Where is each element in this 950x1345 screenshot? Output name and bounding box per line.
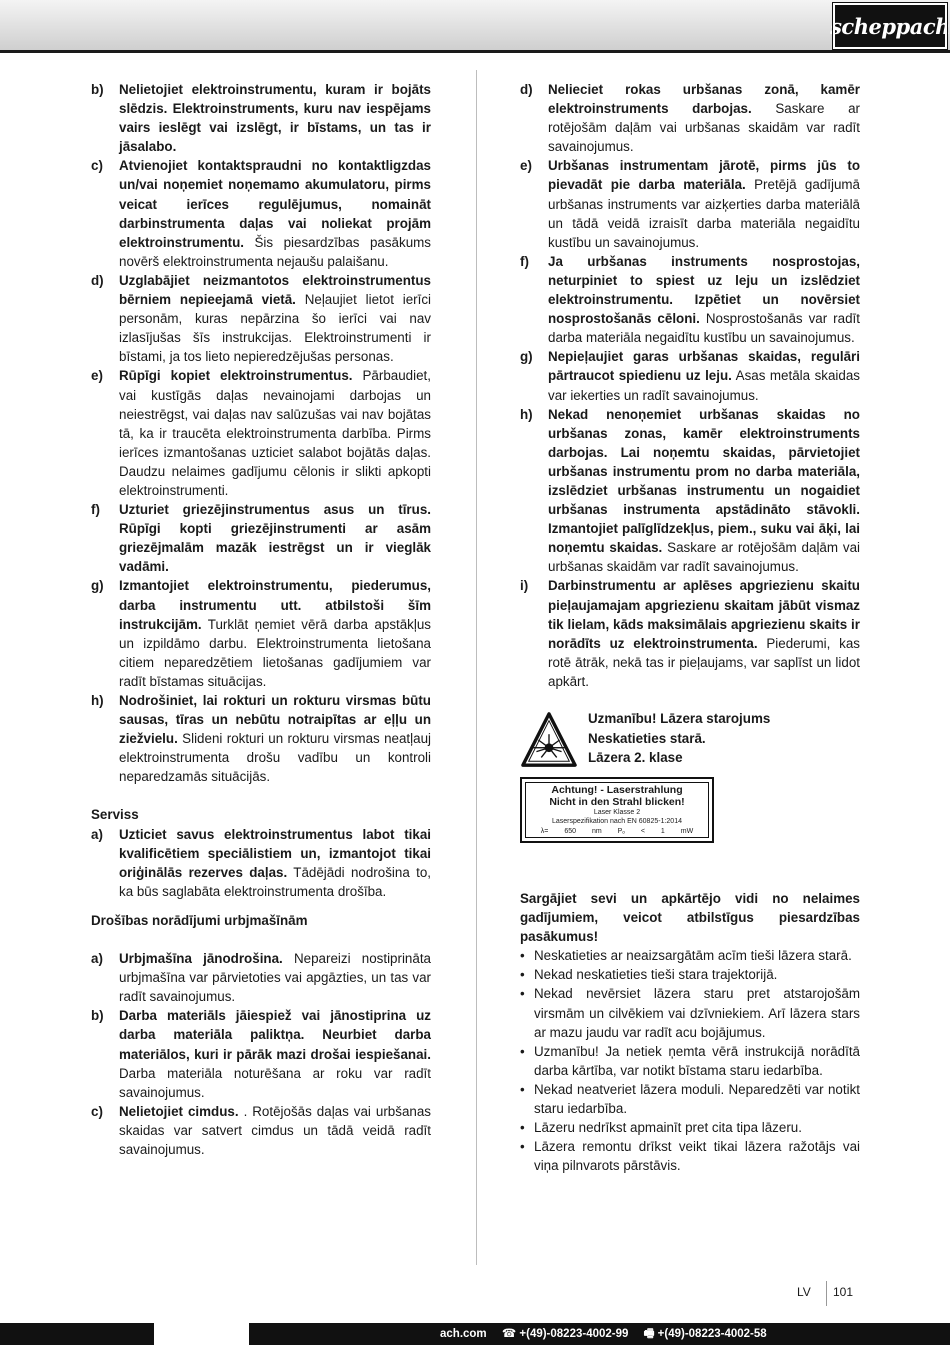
item-label: h) <box>520 406 533 422</box>
right-items <box>520 80 860 691</box>
header-rule <box>0 50 950 53</box>
list-item <box>91 271 431 366</box>
laser-warning-line2: Neskatieties starā. <box>588 730 706 746</box>
item-body <box>119 80 431 156</box>
item-normal-text: Neļaujiet lietot ierīci personām, kuras nepārzina šo ierīci vai nav izlasījušas šīs instrukcijas. Elektroinstrumenti ir bīstami, ja tos lieto nepieredzējušas personas. <box>119 292 431 365</box>
item-label: a) <box>91 951 103 967</box>
item-body <box>548 347 860 404</box>
item-normal-text: Piederumi, kas rotē ātrāk, nekā tas ir pieļaujams, var saplīst un lidot apkārt. <box>548 635 860 689</box>
item-body <box>119 500 431 576</box>
item-body <box>548 576 860 691</box>
laser-safety-list <box>520 946 860 1175</box>
item-body <box>119 825 431 901</box>
protect-heading: Sargājiet sevi un apkārtējo vidi no nelaimes gadījumiem, veicot atbilstīgus piesardzības pasākumus! <box>520 891 860 945</box>
list-item <box>91 949 431 1006</box>
item-body <box>548 252 860 347</box>
list-item <box>520 156 860 251</box>
list-item <box>91 80 431 156</box>
item-bold-text: Nepieļaujiet garas urbšanas skaidas, regulāri pārtraucot spiedienu uz leju. <box>548 349 860 384</box>
list-item <box>520 252 860 347</box>
list-item <box>520 576 860 691</box>
item-normal-text: Saskare ar rotējošām daļām vai urbšanas skaidām var radīt savainojumus. <box>548 101 860 155</box>
header-bar <box>0 0 950 50</box>
item-label: f) <box>520 253 529 269</box>
service-heading: Serviss <box>91 807 139 823</box>
list-item <box>91 825 431 901</box>
right-column <box>520 80 860 1175</box>
footer-fax: 🖷 +(49)-08223-4002-58 <box>643 1328 767 1340</box>
item-label: b) <box>91 82 104 97</box>
page-language: LV <box>797 1285 811 1299</box>
list-item <box>91 366 431 500</box>
list-item <box>91 576 431 691</box>
bullet-item: • Lāzeru nedrīkst apmainīt pret cita tipa lāzeru. <box>520 1118 860 1137</box>
item-label: b) <box>91 1008 104 1024</box>
footer-website: ach.com <box>440 1328 487 1340</box>
laser-label-line4: Laserspezifikation nach EN 60825-1:2014 <box>552 818 682 826</box>
item-normal-text: Pretējā gadījumā urbšanas instruments var aizķerties darba materiālā un tādā veidā izraisīt darba materiāla negaidītu kustību un savainojumus. <box>548 177 860 250</box>
item-label: d) <box>520 82 533 97</box>
column-divider <box>476 70 477 1265</box>
list-item <box>91 1006 431 1101</box>
item-bold-text: Ja urbšanas instruments nosprostojas, neturpiniet to spiest uz leju un izslēdziet elektroinstrumentu. Izpētiet un novērsiet nosprostošanās cēloni. <box>548 253 860 327</box>
list-item <box>520 80 860 156</box>
item-body <box>119 949 431 1006</box>
bullet-item: • Nekad nevērsiet lāzera staru pret atstarojošām virsmām un cilvēkiem vai dzīvniekiem. Arī lāzera stars ar mazu jaudu var radīt acu bojājumus. <box>520 984 860 1041</box>
item-label: c) <box>91 158 103 174</box>
item-label: f) <box>91 502 100 518</box>
item-bold-text: Rūpīgi kopiet elektroinstrumentus. <box>119 368 353 384</box>
item-normal-text: Tādējādi nodrošina to, ka būs saglabāta elektroinstrumenta drošība. <box>119 864 431 899</box>
laser-label-line3: Laser Klasse 2 <box>593 808 641 816</box>
list-item <box>91 156 431 271</box>
bullet-item: • Lāzera remontu drīkst veikt tikai lāzera ražotājs vai viņa pilnvarots pārstāvis. <box>520 1137 860 1175</box>
laser-label-line5: λ= 650 nm Pₒ < 1 mW <box>540 827 694 835</box>
item-normal-text: Šis piesardzības pasākums novērš elektroinstrumenta nejaušu palaišanu. <box>119 234 431 269</box>
item-label: g) <box>91 578 104 594</box>
page-number-separator <box>826 1281 827 1306</box>
item-label: i) <box>520 578 529 594</box>
item-body <box>119 1006 431 1101</box>
left-column <box>91 80 431 1159</box>
item-body <box>119 271 431 366</box>
laser-warning-text <box>588 709 770 769</box>
item-normal-text: . Rotējošās daļas vai urbšanas skaidas var satvert cimdus un tādā veidā radīt savainojumus. <box>119 1103 431 1157</box>
left-items <box>91 80 431 786</box>
laser-label-line2: Nicht in den Strahl blicken! <box>549 795 685 808</box>
item-label: g) <box>520 349 533 365</box>
item-normal-text: Pārbaudiet, vai kustīgās daļas nevainojami darbojas un neiestrēgst, vai daļas nav salūzušas vai nav bojātas tā, ka ir traucēta elektroinstrumenta darbība. Pirms ierīces izmantošanas uzticiet salabot bojātās daļas. Daudzu nelaimes gadījumu cēlonis ir slikti apkopti elektroinstrumenti. <box>119 368 431 498</box>
laser-warning <box>520 709 860 769</box>
item-bold-text: Nelieciet rokas urbšanas zonā, kamēr elektroinstruments darbojas. <box>548 82 860 117</box>
laser-warning-line1: Uzmanību! Lāzera starojums <box>588 711 771 726</box>
laser-label-line1: Achtung! - Laserstrahlung <box>551 783 683 796</box>
item-label: c) <box>91 1103 103 1119</box>
item-bold-text: Atvienojiet kontaktspraudni no kontaktligzdas un/vai noņemiet noņemamo akumulatoru, pirms veicat ierīces regulējumus, nomaināt darbinstrumenta daļas vai noliekat projām elektroinstrumentu. <box>119 158 431 250</box>
list-item <box>91 691 431 786</box>
item-bold-text: Uzturiet griezējinstrumentus asus un tīrus. Rūpīgi kopti griezējinstrumenti ar asām griezējmalām mazāk iestrēgst un ir vieglāk vadāmi. <box>119 502 431 575</box>
item-body <box>548 80 860 156</box>
item-normal-text: Asas metāla skaidas var iekerties un radīt savainojumus. <box>548 368 860 403</box>
item-normal-text: Darba materiāla noturēšana ar roku var radīt savainojumus. <box>119 1065 431 1100</box>
item-normal-text: Saskare ar rotējošām daļām vai urbšanas skaidām var radīt savainojumus. <box>548 540 861 575</box>
list-item <box>91 500 431 576</box>
item-bold-text: Nekad nenoņemiet urbšanas skaidas no urbšanas zonas, kamēr elektroinstruments darbojas. Lai noņemtu skaidas, pārvietojiet urbšanas instrumentu prom no darba materiāla, izslēdziet urbšanas instrumentu un nogaidiet urbšanas instrumenta apstādināto stāvokli. Izmantojiet palīglīdzekļus, piem., suku vai āķi, lai noņemtu skaidas. <box>548 406 860 556</box>
item-body <box>548 405 860 577</box>
bullet-item: • Neskatieties ar neaizsargātām acīm tieši lāzera starā. <box>520 946 860 965</box>
item-bold-text: Urbjmašīna jānodrošina. <box>119 951 283 967</box>
item-bold-text: Nelietojiet cimdus. <box>119 1103 239 1119</box>
list-item <box>520 347 860 404</box>
item-bold-text: Nelietojiet elektroinstrumentu, kuram ir bojāts slēdzis. Elektroinstruments, kuru nav iespējams vairs ieslēgt vai izslēgt, ir bīstams, un tas ir jāsalabo. <box>119 82 431 155</box>
laser-warning-line3: Lāzera 2. klase <box>588 750 683 765</box>
bullet-item: • Uzmanību! Ja netiek ņemta vērā instrukcijā norādītā darba kārtība, var notikt bīstama staru iedarbība. <box>520 1042 860 1080</box>
page-number: 101 <box>833 1285 854 1299</box>
laser-class-label <box>520 777 714 843</box>
item-bold-text: Darbinstrumentu ar aplēses apgriezienu skaitu pieļaujamajam apgriezienu skaitam jābūt vismaz tik lielam, kāds maksimālais apgriezienu skaits ir norādīts uz elektroinstrumenta. <box>548 578 860 651</box>
service-items <box>91 825 431 901</box>
item-body <box>119 156 431 271</box>
bullet-item: • Nekad neatveriet lāzera moduli. Neparedzēti var notikt staru iedarbība. <box>520 1080 860 1118</box>
list-item <box>520 405 860 577</box>
item-body <box>119 1102 431 1159</box>
item-label: h) <box>91 693 104 708</box>
item-bold-text: Urbšanas instrumentam jārotē, pirms jūs to pievadāt pie darba materiāla. <box>548 158 860 193</box>
bullet-item: • Nekad neskatieties tieši stara trajektorijā. <box>520 965 860 984</box>
item-label: e) <box>520 158 532 174</box>
item-bold-text: Uzglabājiet neizmantotos elektroinstrumentus bērniem nepieejamā vietā. <box>119 272 431 308</box>
item-body <box>119 366 431 500</box>
item-bold-text: Nodrošiniet, lai rokturi un rokturu virsmas būtu sausas, tīras un nebūtu notraipītas ar eļļu un ziežvielu. <box>119 693 431 747</box>
list-item <box>91 1102 431 1159</box>
item-label: e) <box>91 368 103 384</box>
item-body <box>119 691 431 786</box>
item-body <box>119 576 431 691</box>
item-bold-text: Uzticiet savus elektroinstrumentus labot tikai kvalificētiem speciālistiem un, izmantojot tikai oriģinālās rezerves daļas. <box>119 826 431 880</box>
footer-phone: ☎ +(49)-08223-4002-99 <box>501 1328 629 1340</box>
item-body <box>548 156 860 251</box>
item-normal-text: Nosprostošanās var radīt darba materiāla negaidītu kustību un savainojumus. <box>548 311 860 346</box>
laser-warning-icon <box>520 711 578 769</box>
brand-logo: scheppach <box>833 3 947 49</box>
footer-contacts <box>440 1324 779 1344</box>
footer-gap <box>154 1323 249 1345</box>
item-label: a) <box>91 826 103 842</box>
item-label: d) <box>91 272 104 288</box>
item-normal-text: Turklāt ņemiet vērā darba apstākļus un izpildāmo darbu. Elektroinstrumenta lietošana citiem neparedzētiem lietošanas gadījumiem var radīt bīstamas situācijas. <box>119 616 431 689</box>
item-bold-text: Izmantojiet elektroinstrumentu, piederumus, darba instrumentu utt. atbilstoši šīm instrukcijām. <box>119 578 431 632</box>
item-normal-text: Nepareizi nostiprināta urbjmašīna var pārvietoties vai apgāzties, un tas var radīt savainojumus. <box>119 951 431 1005</box>
item-bold-text: Darba materiāls jāiespiež vai jānostiprina uz darba materiāla paliktņa. Neurbiet darba materiālos, kuri ir pārāk mazi drošai iespiešanai. <box>119 1008 431 1062</box>
drill-heading: Drošības norādījumi urbjmašīnām <box>91 912 308 928</box>
item-normal-text: Slideni rokturi un rokturu virsmas neatļauj elektroinstrumenta drošu vadību un kontroli neparedzamās situācijās. <box>119 731 431 785</box>
drill-items <box>91 949 431 1159</box>
